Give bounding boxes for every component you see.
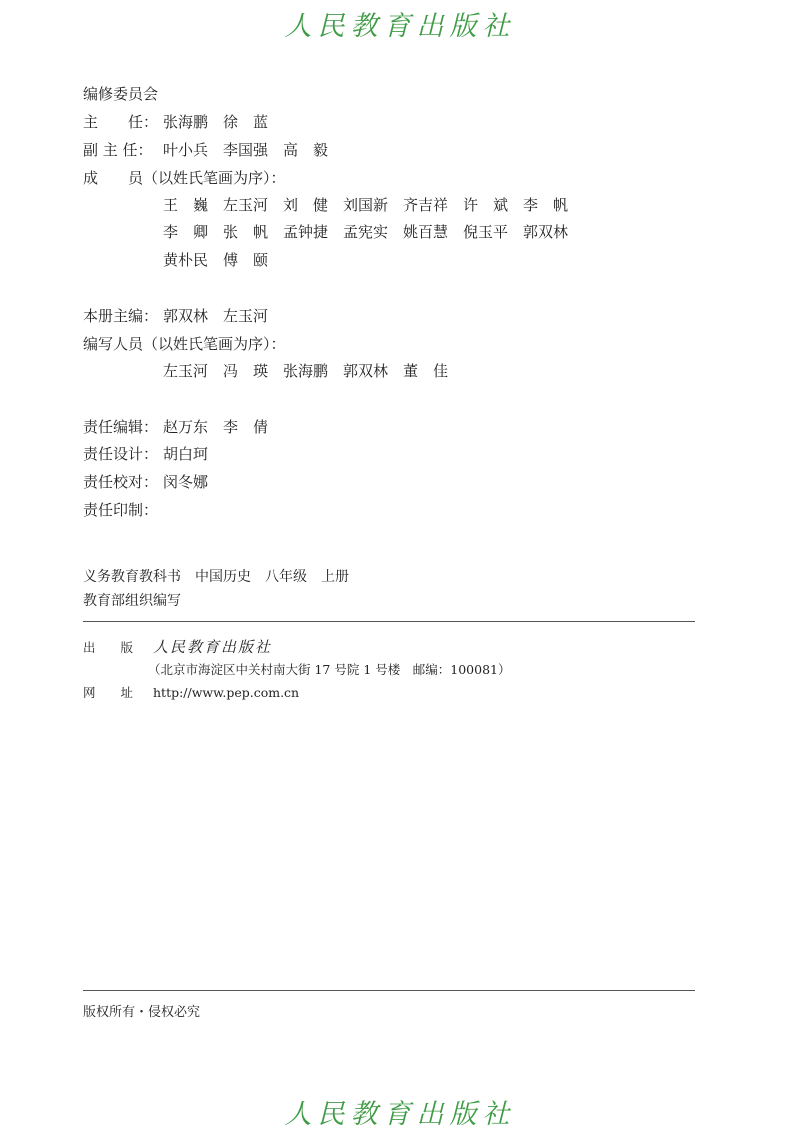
- members-line-1: 王 巍 左玉河 刘 健 刘国新 齐吉祥 许 斌 李 帆: [163, 196, 569, 214]
- responsibility-value: 赵万东 李 倩: [163, 418, 269, 436]
- responsibility-label: 责任印制：: [83, 501, 159, 519]
- writers-label: 编写人员（以姓氏笔画为序）：: [83, 335, 286, 353]
- deputy-value: 叶小兵 李国强 高 毅: [163, 141, 329, 159]
- members-line-2: 李 卿 张 帆 孟钟捷 孟宪实 姚百慧 倪玉平 郭双林: [163, 223, 569, 241]
- chief-value: 郭双林 左玉河: [163, 307, 269, 325]
- book-title: 义务教育教科书 中国历史 八年级 上册: [83, 569, 349, 585]
- publisher-row: [83, 638, 272, 657]
- responsibility-row: [83, 418, 268, 436]
- deputy-label: 副 主 任：: [83, 141, 153, 159]
- responsibility-row: [83, 445, 208, 463]
- publisher-logo-top: 人民教育出版社: [284, 11, 516, 42]
- members-label: 成 员（以姓氏笔画为序）：: [83, 169, 286, 187]
- copyright-notice: 版权所有・侵权必究: [83, 1005, 201, 1020]
- committee-director-row: [83, 113, 268, 131]
- writers-value: 左玉河 冯 瑛 张海鹏 郭双林 董 佳: [163, 362, 449, 380]
- website-row: [83, 684, 299, 702]
- responsibility-row: [83, 473, 208, 491]
- responsibility-label: 责任设计：: [83, 445, 159, 463]
- publisher-logo-bottom: 人民教育出版社: [284, 1099, 516, 1130]
- responsibility-row: [83, 501, 163, 519]
- chief-label: 本册主编：: [83, 307, 159, 325]
- director-label: 主 任：: [83, 113, 159, 131]
- publisher-name-logo: 人民教育出版社: [153, 638, 273, 656]
- book-compiled-by: 教育部组织编写: [83, 593, 181, 609]
- divider-bottom: [83, 990, 695, 991]
- responsibility-label: 责任编辑：: [83, 418, 159, 436]
- website-url[interactable]: http://www.pep.com.cn: [153, 685, 300, 700]
- director-value: 张海鹏 徐 蓝: [163, 113, 269, 131]
- publisher-address: （北京市海淀区中关村南大街 17 号院 1 号楼 邮编：100081）: [148, 662, 511, 677]
- publisher-label: 出 版: [83, 640, 134, 655]
- website-label: 网 址: [83, 685, 134, 700]
- responsibility-value: 闵冬娜: [163, 473, 209, 491]
- divider-top: [83, 621, 695, 622]
- responsibility-value: 胡白珂: [163, 445, 209, 463]
- committee-title: 编修委员会: [83, 85, 159, 103]
- committee-deputy-row: [83, 141, 328, 159]
- responsibility-label: 责任校对：: [83, 473, 159, 491]
- book-chief-row: [83, 307, 268, 325]
- members-line-3: 黄朴民 傅 颐: [163, 251, 269, 269]
